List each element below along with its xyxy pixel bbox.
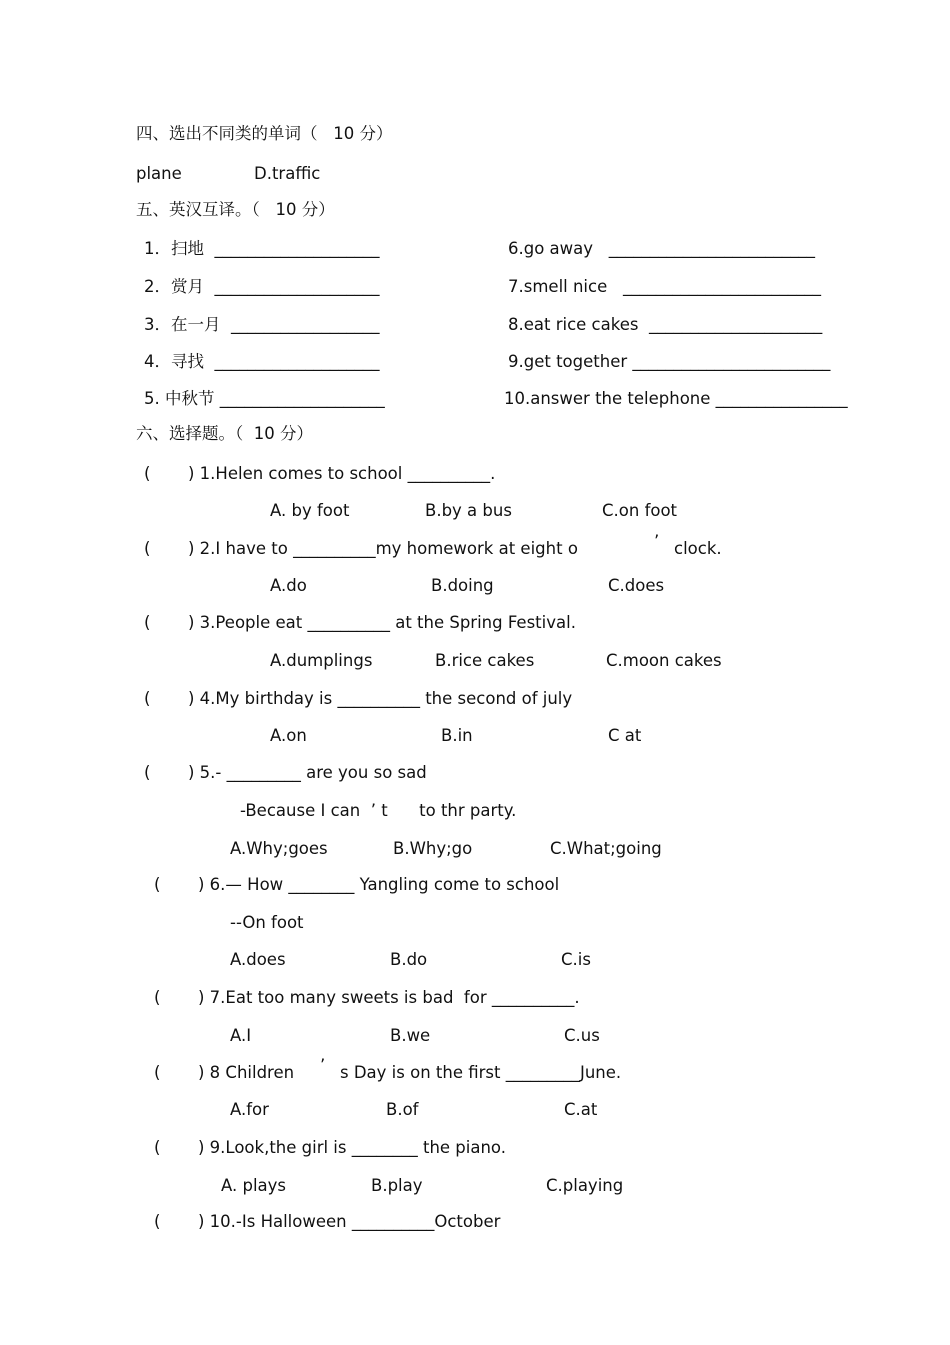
q1-option-b: B.by a bus xyxy=(425,501,512,520)
question-8-tail: s Day is on the first _________June. xyxy=(340,1063,622,1082)
answer-paren: ( xyxy=(144,763,151,782)
q6-option-c: C.is xyxy=(561,950,591,969)
answer-paren: ( xyxy=(154,988,161,1007)
question-1-stem: ) 1.Helen comes to school __________. xyxy=(188,464,496,483)
q4-option-c: C at xyxy=(608,726,642,745)
answer-paren: ( xyxy=(154,1212,161,1231)
answer-paren: ( xyxy=(154,875,161,894)
q2-option-c: C.does xyxy=(608,576,665,595)
answer-paren: ( xyxy=(144,689,151,708)
q8-option-b: B.of xyxy=(386,1100,419,1119)
answer-paren: ( xyxy=(144,539,151,558)
question-6-stem: ) 6.— How ________ Yangling come to school xyxy=(198,875,560,894)
question-2-apostrophe: ’ xyxy=(654,532,660,551)
translate-item-8: 8.eat rice cakes _____________________ xyxy=(508,315,823,334)
question-3-stem: ) 3.People eat __________ at the Spring Festival. xyxy=(188,613,576,632)
question-2-stem: ) 2.I have to __________my homework at eight o xyxy=(188,539,578,558)
question-2-tail: clock. xyxy=(674,539,722,558)
q3-option-a: A.dumplings xyxy=(270,651,373,670)
q5-option-c: C.What;going xyxy=(550,839,662,858)
q4-option-a: A.on xyxy=(270,726,307,745)
answer-paren: ( xyxy=(154,1138,161,1157)
section4-heading: 四、选出不同类的单词（ 10 分） xyxy=(136,124,393,143)
translate-item-3: 3．在一月 __________________ xyxy=(144,315,380,334)
question-7-stem: ) 7.Eat too many sweets is bad for __________. xyxy=(198,988,580,1007)
translate-item-6: 6.go away _________________________ xyxy=(508,239,816,258)
question-4-stem: ) 4.My birthday is __________ the second of july xyxy=(188,689,573,708)
q1-option-a: A. by foot xyxy=(270,501,350,520)
q5-option-a: A.Why;goes xyxy=(230,839,328,858)
section4-word-a: plane xyxy=(136,164,182,183)
q7-option-c: C.us xyxy=(564,1026,600,1045)
question-9-stem: ) 9.Look,the girl is ________ the piano. xyxy=(198,1138,506,1157)
translate-item-4: 4．寻找 ____________________ xyxy=(144,352,380,371)
question-5-stem: ) 5.- _________ are you so sad xyxy=(188,763,427,782)
q2-option-a: A.do xyxy=(270,576,307,595)
translate-item-5: 5. 中秋节 ____________________ xyxy=(144,389,385,408)
q6-option-a: A.does xyxy=(230,950,286,969)
question-8-apostrophe: ’ xyxy=(320,1056,326,1075)
translate-item-2: 2．赏月 ____________________ xyxy=(144,277,380,296)
question-5-reply: -Because I can ’ t to thr party. xyxy=(240,801,517,820)
answer-paren: ( xyxy=(154,1063,161,1082)
question-8-stem: ) 8 Children xyxy=(198,1063,295,1082)
translate-item-7: 7.smell nice ________________________ xyxy=(508,277,821,296)
section6-heading: 六、选择题。（ 10 分） xyxy=(136,424,313,443)
section4-word-b: D.traffic xyxy=(254,164,321,183)
q9-option-c: C.playing xyxy=(546,1176,624,1195)
q7-option-b: B.we xyxy=(390,1026,431,1045)
question-10-stem: ) 10.-Is Halloween __________October xyxy=(198,1212,501,1231)
q3-option-b: B.rice cakes xyxy=(435,651,535,670)
q2-option-b: B.doing xyxy=(431,576,494,595)
translate-item-1: 1．扫地 ____________________ xyxy=(144,239,380,258)
question-6-reply: --On foot xyxy=(230,913,304,932)
q9-option-b: B.play xyxy=(371,1176,423,1195)
q9-option-a: A. plays xyxy=(221,1176,287,1195)
q8-option-c: C.at xyxy=(564,1100,598,1119)
q1-option-c: C.on foot xyxy=(602,501,678,520)
answer-paren: ( xyxy=(144,613,151,632)
translate-item-9: 9.get together ________________________ xyxy=(508,352,831,371)
q3-option-c: C.moon cakes xyxy=(606,651,722,670)
q4-option-b: B.in xyxy=(441,726,473,745)
q6-option-b: B.do xyxy=(390,950,428,969)
q5-option-b: B.Why;go xyxy=(393,839,473,858)
section5-heading: 五、英汉互译。（ 10 分） xyxy=(136,200,335,219)
q7-option-a: A.I xyxy=(230,1026,252,1045)
translate-item-10: 10.answer the telephone ________________ xyxy=(504,389,848,408)
answer-paren: ( xyxy=(144,464,151,483)
q8-option-a: A.for xyxy=(230,1100,269,1119)
